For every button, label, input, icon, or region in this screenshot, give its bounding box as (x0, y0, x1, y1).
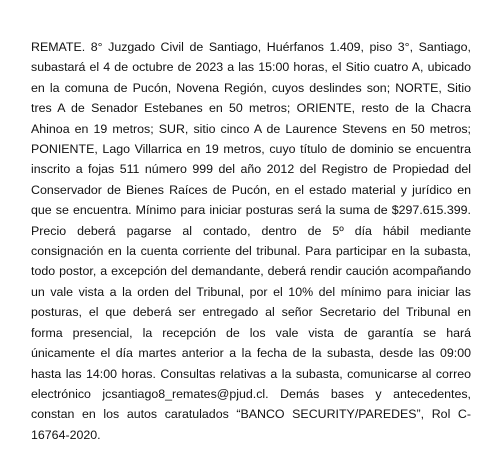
auction-notice-text: REMATE. 8° Juzgado Civil de Santiago, Huérfanos 1.409, piso 3°, Santiago, subastará el 4 de octubre de 2023 a las 15:00 horas, el Sitio cuatro A, ubicado en la comuna de Pucón, Novena Región, cuyos deslindes son; NORTE, Sitio tres A de Senador Estebanes en 50 metros; ORIENTE, resto de la Chacra Ahinoa en 19 metros; SUR, sitio cinco A de Laurence Stevens en 50 metros; PONIENTE, Lago Villarrica en 19 metros, cuyo título de dominio se encuentra inscrito a fojas 511 número 999 del año 2012 del Registro de Propiedad del Conservador de Bienes Raíces de Pucón, en el estado material y jurídico en que se encuentra. Mínimo para iniciar posturas será la suma de $297.615.399. Precio deberá pagarse al contado, dentro de 5º día hábil mediante consignación en la cuenta corriente del tribunal. Para participar en la subasta, todo postor, a excepción del demandante, deberá rendir caución acompañando un vale vista a la orden del Tribunal, por el 10% del mínimo para iniciar las posturas, el que deberá ser entregado al señor Secretario del Tribunal en forma presencial, la recepción de los vale vista de garantía se hará únicamente el día martes anterior a la fecha de la subasta, desde las 09:00 hasta las 14:00 horas. Consultas relativas a la subasta, comunicarse al correo electrónico jcsantiago8_remates@pjud.cl. Demás bases y antecedentes, constan en los autos caratulados “BANCO SECURITY/PAREDES”, Rol C-16764-2020. (31, 40, 471, 442)
